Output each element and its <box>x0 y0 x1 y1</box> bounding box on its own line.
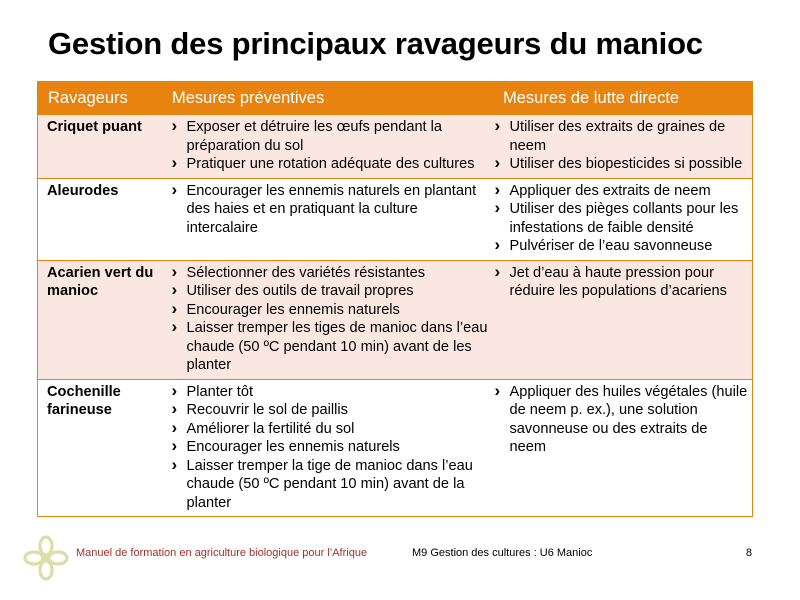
header-direct-control: Mesures de lutte directe <box>493 82 753 115</box>
list-item: › Recouvrir le sol de paillis <box>172 401 489 420</box>
list-item: › Laisser tremper la tige de manioc dans l’eau chaude (50 ºC pendant 10 min) avant de la planter <box>172 457 489 513</box>
list-item: › Laisser tremper les tiges de manioc dans l’eau chaude (50 ºC pendant 10 min) avant de les planter <box>172 319 489 375</box>
table-row <box>38 178 753 260</box>
pest-name-cell: Acarien vert du manioc <box>38 260 162 379</box>
measure-list <box>495 264 749 301</box>
preventive-measures-cell <box>162 260 493 379</box>
table-row <box>38 379 753 517</box>
pest-name-cell: Aleurodes <box>38 178 162 260</box>
pest-name-cell: Cochenille farineuse <box>38 379 162 517</box>
slide-title: Gestion des principaux ravageurs du manioc <box>48 26 703 61</box>
page-number: 8 <box>745 547 752 559</box>
measure-list <box>172 182 489 238</box>
preventive-measures-cell <box>162 178 493 260</box>
list-item: › Améliorer la fertilité du sol <box>172 420 489 439</box>
measure-list <box>172 264 489 375</box>
direct-control-cell <box>493 260 753 379</box>
list-item: › Appliquer des extraits de neem <box>495 182 749 201</box>
footer-manual-title: Manuel de formation en agriculture biologique pour l’Afrique <box>76 547 368 559</box>
list-item: › Exposer et détruire les œufs pendant la préparation du sol <box>172 118 489 155</box>
table-row <box>38 260 753 379</box>
list-item: › Utiliser des pièges collants pour les infestations de faible densité <box>495 200 749 237</box>
direct-control-cell <box>493 115 753 179</box>
list-item: › Appliquer des huiles végétales (huile de neem p. ex.), une solution savonneuse ou des extraits de neem <box>495 383 749 457</box>
measure-list <box>172 383 489 513</box>
pest-management-table <box>37 81 753 517</box>
table-header-row <box>38 82 753 115</box>
measure-list <box>495 118 749 174</box>
list-item: › Utiliser des extraits de graines de neem <box>495 118 749 155</box>
list-item: › Encourager les ennemis naturels <box>172 438 489 457</box>
measure-list <box>495 182 749 256</box>
header-preventive-measures: Mesures préventives <box>162 82 493 115</box>
preventive-measures-cell <box>162 379 493 517</box>
list-item: › Planter tôt <box>172 383 489 402</box>
direct-control-cell <box>493 379 753 517</box>
list-item: › Encourager les ennemis naturels en plantant des haies et en pratiquant la culture intercalaire <box>172 182 489 238</box>
pest-name-cell: Criquet puant <box>38 115 162 179</box>
list-item: › Encourager les ennemis naturels <box>172 301 489 320</box>
measure-list <box>495 383 749 457</box>
table-body <box>38 115 753 517</box>
direct-control-cell <box>493 178 753 260</box>
table-row <box>38 115 753 179</box>
list-item: › Utiliser des biopesticides si possible <box>495 155 749 174</box>
list-item: › Pratiquer une rotation adéquate des cultures <box>172 155 489 174</box>
header-pests: Ravageurs <box>38 82 162 115</box>
flower-logo-icon <box>22 534 70 582</box>
list-item: › Utiliser des outils de travail propres <box>172 282 489 301</box>
footer-module: M9 Gestion des cultures : U6 Manioc <box>412 547 593 559</box>
list-item: › Pulvériser de l’eau savonneuse <box>495 237 749 256</box>
measure-list <box>172 118 489 174</box>
preventive-measures-cell <box>162 115 493 179</box>
list-item: › Sélectionner des variétés résistantes <box>172 264 489 283</box>
list-item: › Jet d’eau à haute pression pour réduire les populations d’acariens <box>495 264 749 301</box>
